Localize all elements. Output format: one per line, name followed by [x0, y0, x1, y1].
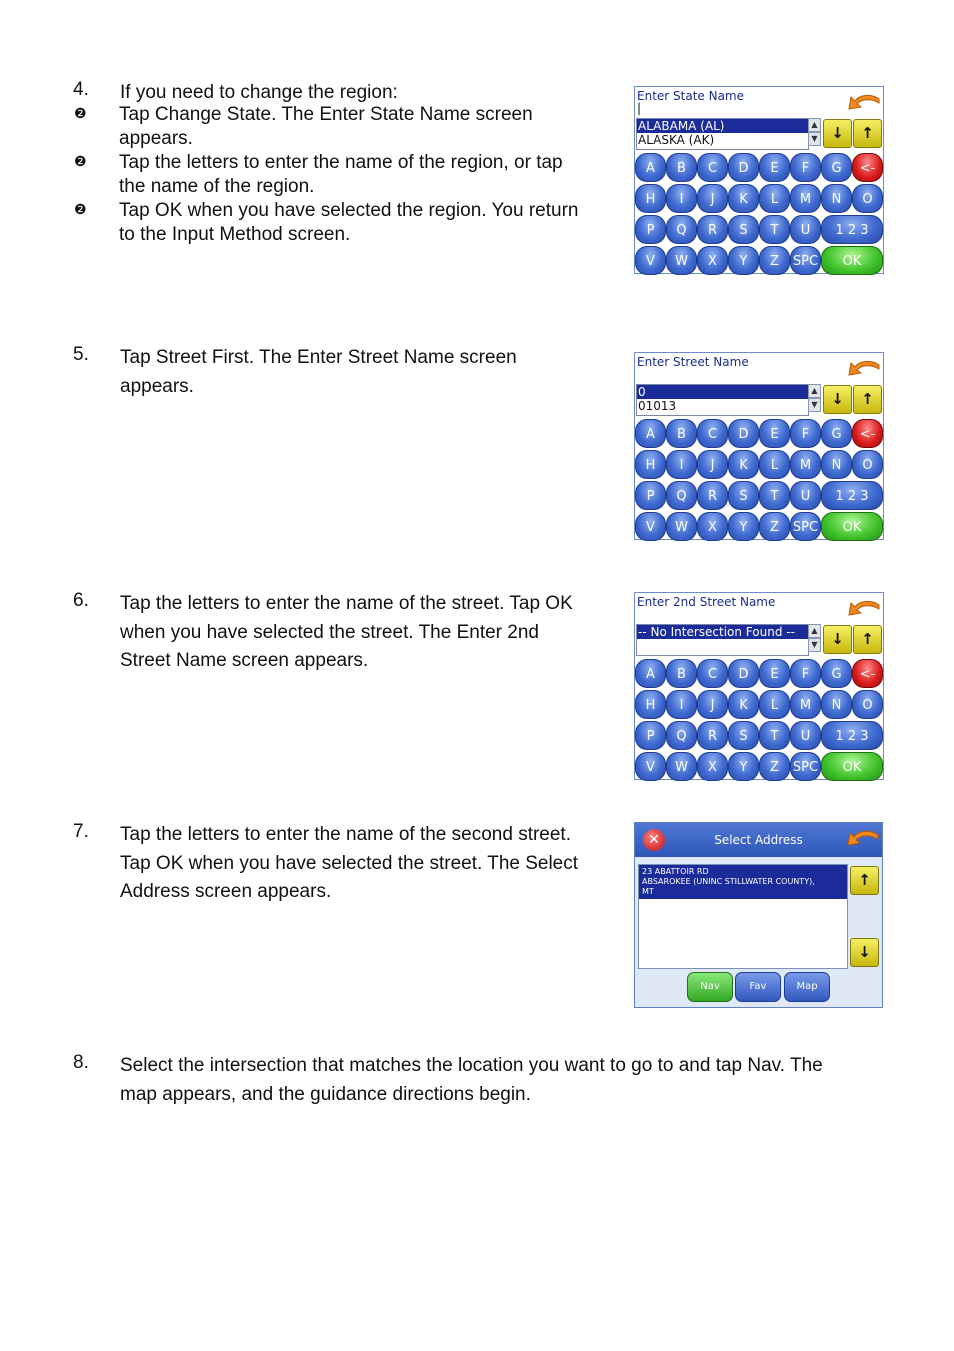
- screen-title: Enter State Name: [637, 89, 745, 103]
- key-b[interactable]: B: [666, 659, 697, 688]
- step-number: 5.: [73, 344, 89, 365]
- scroll-down-icon[interactable]: ▼: [808, 638, 821, 652]
- key-n[interactable]: N: [821, 184, 852, 213]
- key-i[interactable]: I: [666, 690, 697, 719]
- space-button[interactable]: SPC: [790, 752, 821, 781]
- scrollbar[interactable]: [808, 624, 821, 654]
- state-list[interactable]: [636, 118, 809, 150]
- step-7: [0, 821, 620, 921]
- key-a[interactable]: A: [635, 419, 666, 448]
- close-icon[interactable]: ✕: [643, 829, 665, 851]
- title-bar: [635, 823, 882, 857]
- key-d[interactable]: D: [728, 153, 759, 182]
- key-d[interactable]: D: [728, 419, 759, 448]
- numbers-button[interactable]: 1 2 3: [821, 215, 883, 244]
- key-t[interactable]: T: [759, 215, 790, 244]
- key-d[interactable]: D: [728, 659, 759, 688]
- text-cursor: |: [637, 101, 642, 115]
- key-h[interactable]: H: [635, 184, 666, 213]
- back-arrow-icon[interactable]: [847, 93, 881, 115]
- key-u[interactable]: U: [790, 481, 821, 510]
- scroll-up-icon[interactable]: ▲: [808, 384, 821, 398]
- step-number: 6.: [73, 590, 89, 611]
- enter-2nd-street-screen: [634, 592, 884, 780]
- key-h[interactable]: H: [635, 450, 666, 479]
- scroll-up-icon[interactable]: ▲: [808, 118, 821, 132]
- step-line: Tap Street First. The Enter Street Name screen: [120, 347, 517, 368]
- key-n[interactable]: N: [821, 450, 852, 479]
- step-line: Tap the letters to enter the name of the second street.: [120, 824, 571, 845]
- key-s[interactable]: S: [728, 215, 759, 244]
- key-y[interactable]: Y: [728, 752, 759, 781]
- list-item[interactable]: 0: [637, 385, 808, 399]
- enter-street-screen: [634, 352, 884, 540]
- key-b[interactable]: B: [666, 153, 697, 182]
- step-line: Tap the letters to enter the name of the street. Tap OK: [120, 593, 573, 614]
- down-arrow-button[interactable]: ↓: [850, 938, 879, 967]
- list-item[interactable]: -- No Intersection Found --: [637, 625, 808, 639]
- key-z[interactable]: Z: [759, 246, 790, 275]
- space-button[interactable]: SPC: [790, 512, 821, 541]
- key-e[interactable]: E: [759, 659, 790, 688]
- bullet-line: Tap the letters to enter the name of the region, or tap: [119, 152, 563, 173]
- key-r[interactable]: R: [697, 215, 728, 244]
- enter-state-screen: [634, 86, 884, 274]
- keyboard: [635, 418, 883, 542]
- key-f[interactable]: F: [790, 659, 821, 688]
- key-k[interactable]: K: [728, 184, 759, 213]
- key-l[interactable]: L: [759, 450, 790, 479]
- key-v[interactable]: V: [635, 752, 666, 781]
- down-arrow-button[interactable]: ↓: [823, 625, 852, 654]
- numbers-button[interactable]: 1 2 3: [821, 481, 883, 510]
- step-number: 4.: [73, 79, 89, 100]
- address-line: 23 ABATTOIR RD: [642, 867, 709, 876]
- backspace-button[interactable]: <-: [852, 419, 883, 448]
- key-w[interactable]: W: [666, 512, 697, 541]
- key-a[interactable]: A: [635, 153, 666, 182]
- keyboard: [635, 658, 883, 782]
- street-list[interactable]: [636, 384, 809, 416]
- key-q[interactable]: Q: [666, 481, 697, 510]
- up-arrow-button[interactable]: ↑: [853, 119, 882, 148]
- key-l[interactable]: L: [759, 690, 790, 719]
- key-r[interactable]: R: [697, 481, 728, 510]
- bullet-icon: ❷: [74, 201, 87, 217]
- key-v[interactable]: V: [635, 512, 666, 541]
- key-l[interactable]: L: [759, 184, 790, 213]
- down-arrow-button[interactable]: ↓: [823, 119, 852, 148]
- step-line: when you have selected the street. The Enter 2nd: [120, 621, 539, 643]
- bullet-line: Tap OK when you have selected the region. You return: [119, 200, 579, 221]
- key-o[interactable]: O: [852, 450, 883, 479]
- step-line: map appears, and the guidance directions begin.: [120, 1083, 531, 1105]
- key-k[interactable]: K: [728, 450, 759, 479]
- bullet-line: the name of the region.: [119, 176, 315, 197]
- down-arrow-button[interactable]: ↓: [823, 385, 852, 414]
- key-m[interactable]: M: [790, 450, 821, 479]
- bullet-line: appears.: [119, 128, 193, 149]
- key-o[interactable]: O: [852, 690, 883, 719]
- up-arrow-button[interactable]: ↑: [850, 866, 879, 895]
- key-n[interactable]: N: [821, 690, 852, 719]
- key-k[interactable]: K: [728, 690, 759, 719]
- list-item[interactable]: ALABAMA (AL): [637, 119, 808, 133]
- key-q[interactable]: Q: [666, 721, 697, 750]
- key-q[interactable]: Q: [666, 215, 697, 244]
- scroll-down-icon[interactable]: ▼: [808, 132, 821, 146]
- key-m[interactable]: M: [790, 690, 821, 719]
- bullet-icon: ❷: [74, 153, 87, 169]
- key-z[interactable]: Z: [759, 512, 790, 541]
- key-f[interactable]: F: [790, 419, 821, 448]
- backspace-button[interactable]: <-: [852, 153, 883, 182]
- key-a[interactable]: A: [635, 659, 666, 688]
- screen-title: Select Address: [714, 833, 803, 847]
- intersection-list[interactable]: [636, 624, 809, 656]
- back-arrow-icon[interactable]: [847, 599, 881, 621]
- step-5: [0, 344, 620, 414]
- screen-title: Enter 2nd Street Name: [637, 595, 776, 609]
- key-g[interactable]: G: [821, 153, 852, 182]
- key-c[interactable]: C: [697, 419, 728, 448]
- key-p[interactable]: P: [635, 721, 666, 750]
- bullet-line: to the Input Method screen.: [119, 224, 351, 245]
- key-x[interactable]: X: [697, 246, 728, 275]
- key-e[interactable]: E: [759, 419, 790, 448]
- step-line: appears.: [120, 375, 194, 397]
- key-s[interactable]: S: [728, 481, 759, 510]
- step-number: 7.: [73, 821, 89, 842]
- key-j[interactable]: J: [697, 184, 728, 213]
- step-line: Address screen appears.: [120, 881, 332, 902]
- key-p[interactable]: P: [635, 215, 666, 244]
- numbers-button[interactable]: 1 2 3: [821, 721, 883, 750]
- key-w[interactable]: W: [666, 752, 697, 781]
- address-line: MT: [642, 887, 654, 896]
- key-c[interactable]: C: [697, 153, 728, 182]
- key-z[interactable]: Z: [759, 752, 790, 781]
- step-line: Tap OK when you have selected the street. The Select: [120, 852, 579, 874]
- bullet-line: Tap Change State. The Enter State Name screen: [119, 104, 533, 125]
- key-x[interactable]: X: [697, 752, 728, 781]
- select-address-screen: [634, 822, 883, 1008]
- scroll-up-icon[interactable]: ▲: [808, 624, 821, 638]
- back-arrow-icon[interactable]: [847, 359, 881, 381]
- back-arrow-icon[interactable]: [846, 829, 880, 851]
- key-u[interactable]: U: [790, 215, 821, 244]
- address-line: ABSAROKEE (UNINC STILLWATER COUNTY),: [642, 877, 815, 886]
- scrollbar[interactable]: [808, 118, 821, 148]
- ok-button[interactable]: OK: [821, 752, 883, 781]
- key-g[interactable]: G: [821, 419, 852, 448]
- list-item[interactable]: 01013: [638, 399, 677, 413]
- up-arrow-button[interactable]: ↑: [853, 625, 882, 654]
- key-b[interactable]: B: [666, 419, 697, 448]
- key-j[interactable]: J: [697, 690, 728, 719]
- up-arrow-button[interactable]: ↑: [853, 385, 882, 414]
- space-button[interactable]: SPC: [790, 246, 821, 275]
- key-r[interactable]: R: [697, 721, 728, 750]
- list-item[interactable]: [637, 639, 808, 653]
- key-s[interactable]: S: [728, 721, 759, 750]
- step-4: [0, 79, 620, 259]
- key-t[interactable]: T: [759, 481, 790, 510]
- ok-button[interactable]: OK: [821, 512, 883, 541]
- screen-title: Enter Street Name: [637, 355, 749, 369]
- key-e[interactable]: E: [759, 153, 790, 182]
- scroll-down-icon[interactable]: ▼: [808, 398, 821, 412]
- step-line: Select the intersection that matches the location you want to go to and tap Nav. The: [120, 1055, 823, 1076]
- key-m[interactable]: M: [790, 184, 821, 213]
- step-6: [0, 590, 620, 690]
- key-f[interactable]: F: [790, 153, 821, 182]
- key-i[interactable]: I: [666, 184, 697, 213]
- key-x[interactable]: X: [697, 512, 728, 541]
- key-v[interactable]: V: [635, 246, 666, 275]
- step-line: Street Name screen appears.: [120, 650, 369, 671]
- key-w[interactable]: W: [666, 246, 697, 275]
- backspace-button[interactable]: <-: [852, 659, 883, 688]
- step-text: If you need to change the region:: [120, 82, 398, 103]
- key-t[interactable]: T: [759, 721, 790, 750]
- address-list[interactable]: [638, 864, 848, 969]
- key-g[interactable]: G: [821, 659, 852, 688]
- key-p[interactable]: P: [635, 481, 666, 510]
- keyboard: [635, 152, 883, 276]
- step-8: [0, 1052, 900, 1122]
- key-o[interactable]: O: [852, 184, 883, 213]
- ok-button[interactable]: OK: [821, 246, 883, 275]
- key-u[interactable]: U: [790, 721, 821, 750]
- key-y[interactable]: Y: [728, 512, 759, 541]
- key-h[interactable]: H: [635, 690, 666, 719]
- map-button[interactable]: Map: [784, 972, 830, 1002]
- fav-button[interactable]: Fav: [735, 972, 781, 1002]
- step-number: 8.: [73, 1052, 89, 1073]
- key-j[interactable]: J: [697, 450, 728, 479]
- bullet-icon: ❷: [74, 105, 87, 121]
- key-y[interactable]: Y: [728, 246, 759, 275]
- list-item[interactable]: [639, 865, 847, 899]
- key-c[interactable]: C: [697, 659, 728, 688]
- scrollbar[interactable]: [808, 384, 821, 414]
- nav-button[interactable]: Nav: [687, 972, 733, 1002]
- key-i[interactable]: I: [666, 450, 697, 479]
- list-item[interactable]: ALASKA (AK): [638, 133, 715, 147]
